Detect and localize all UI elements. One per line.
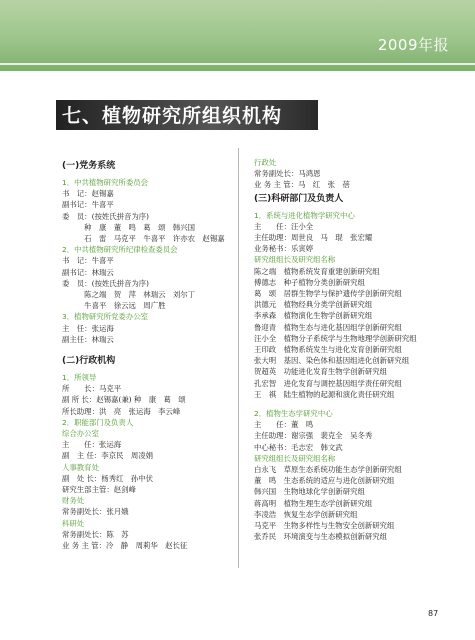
text-line: 李承森 植物演化生物学创新研究组 <box>254 311 373 321</box>
text-line: 副 处 长：杨秀红 孙中伏 <box>62 473 154 483</box>
sub-heading: 2．植物生态学研究中心 <box>254 409 333 419</box>
column-divider <box>238 148 239 568</box>
sub-heading: 综合办公室 <box>62 429 99 439</box>
text-line: 董 鸣 生态系统的适应与进化创新研究组 <box>254 476 395 486</box>
section-heading: (三)科研部门及负责人 <box>254 193 344 204</box>
sub-heading: 人事教育处 <box>62 462 99 472</box>
text-line: 业 务 主 管：马 红 张 蓓 <box>254 180 350 190</box>
text-line: 张乔民 环境演变与生态模拟创新研究组 <box>254 532 388 542</box>
text-line: 书 记：牛喜平 <box>62 256 114 266</box>
text-line: 所 长：马克平 <box>62 384 122 394</box>
text-line: 常务副处长：马鸿恩 <box>254 169 321 179</box>
text-line: 贺超英 功能进化发育生物学创新研究组 <box>254 367 388 377</box>
spacer <box>254 400 444 408</box>
text-line: 研究生部主管：赵剑峰 <box>62 485 136 495</box>
text-line: 副主任：林瑞云 <box>62 334 114 344</box>
sub-heading: 财务处 <box>62 496 85 506</box>
text-line: 蒋高明 植物生理生态学创新研究组 <box>254 498 373 508</box>
sub-heading: 1．中共植物研究所委员会 <box>62 178 149 187</box>
section-heading: (一)党务系统 <box>62 161 116 171</box>
sub-heading: 1．系统与进化植物学研究中心 <box>254 210 355 220</box>
text-line: 马克平 生物多样性与生物安全创新研究组 <box>254 521 395 531</box>
text-line: 书 记：赵锡嘉 <box>62 189 114 199</box>
text-line: 业 务 主 管：冷 静 周莉华 赵长征 <box>62 541 188 551</box>
text-line: 白永飞 草原生态系统功能生态学创新研究组 <box>254 465 402 475</box>
sub-heading: 2．中共植物研究所纪律检查委员会 <box>62 245 178 255</box>
text-line: 李凌浩 恢复生态学创新研究组 <box>254 509 358 519</box>
header-rule <box>0 63 475 65</box>
section-title: 七、植物研究所组织机构 <box>62 105 283 127</box>
text-line: 副书记：牛喜平 <box>62 200 114 210</box>
text-line: 主 任：董 鸣 <box>254 420 314 430</box>
text-line: 陈之端 贺 萍 林瑞云 刘尔丁 <box>62 290 196 300</box>
text-line: 委 员：(按姓氏拼音为序) <box>62 278 150 288</box>
text-line: 韩兴国 生物地球化学创新研究组 <box>254 487 365 497</box>
text-line: 鲁迎青 植物生态与进化基因组学创新研究组 <box>254 322 402 332</box>
sub-heading: 3．植物研究所党委办公室 <box>62 312 149 322</box>
text-line: 王 祺 陆生植物的起源和演化责任研究组 <box>254 389 395 399</box>
text-line: 孔宏智 进化发育与调控基因组学责任研究组 <box>254 378 402 388</box>
text-line: 副 所 长：赵锡嘉(兼) 种 康 葛 颂 <box>62 395 186 405</box>
text-line: 牛喜平 徐云远 周广胜 <box>62 301 166 311</box>
text-line: 陈之端 植物系统发育重建创新研究组 <box>254 266 380 276</box>
sub-heading: 研究组组长及研究组名称 <box>254 255 336 265</box>
text-line: 主 任：汪小全 <box>254 221 314 231</box>
text-line: 常务副处长：陈 苏 <box>62 529 129 539</box>
sub-heading: 1．所领导 <box>62 373 97 383</box>
text-line: 石 雷 马克平 牛喜平 许亦农 赵锡嘉 <box>62 234 225 244</box>
sub-heading: 行政处 <box>254 158 277 167</box>
left-column <box>62 158 232 551</box>
text-line: 种 康 董 鸣 葛 颂 韩兴国 <box>62 222 196 232</box>
text-line: 所长助理：洪 亮 张运海 李云峰 <box>62 406 181 416</box>
text-line: 主任助理：周世良 马 琨 张宏耀 <box>254 233 373 243</box>
text-line: 中心秘书：毛志宏 韩文武 <box>254 442 343 452</box>
section-heading: (二)行政机构 <box>62 356 116 367</box>
text-line: 副 主 任：李京民 周凌娟 <box>62 451 154 461</box>
text-line: 常务副处长：张月娥 <box>62 507 129 517</box>
text-line: 洪德元 植物经典分类学创新研究组 <box>254 300 373 310</box>
text-line: 张大明 基因、染色体和基因组进化创新研究组 <box>254 356 410 366</box>
sub-heading: 研究组组长及研究组名称 <box>254 453 336 463</box>
text-line: 主任助理：谢宗强 裴克全 吴冬秀 <box>254 431 373 441</box>
year-title: 2009年报 <box>377 36 449 54</box>
right-column <box>254 157 444 543</box>
text-line: 主 任：张运海 <box>62 440 122 450</box>
text-line: 主 任：张运海 <box>62 323 114 333</box>
text-line: 副书记：林瑞云 <box>62 267 114 277</box>
text-line: 汪小全 植物分子系统学与生物地理学创新研究组 <box>254 333 417 343</box>
text-line: 委 员：(按姓氏拼音为序) <box>62 211 150 221</box>
text-line: 业务秘书：乐寅婷 <box>254 244 314 254</box>
text-line: 傅德志 种子植物分类创新研究组 <box>254 277 365 287</box>
page-number: 87 <box>428 609 439 618</box>
sub-heading: 2．职能部门及负责人 <box>62 417 134 427</box>
text-line: 王印政 植物系统发生与进化发育创新研究组 <box>254 345 402 355</box>
sub-heading: 科研处 <box>62 518 85 528</box>
text-line: 葛 颂 居群生物学与保护遗传学创新研究组 <box>254 289 402 299</box>
spacer <box>62 345 232 353</box>
